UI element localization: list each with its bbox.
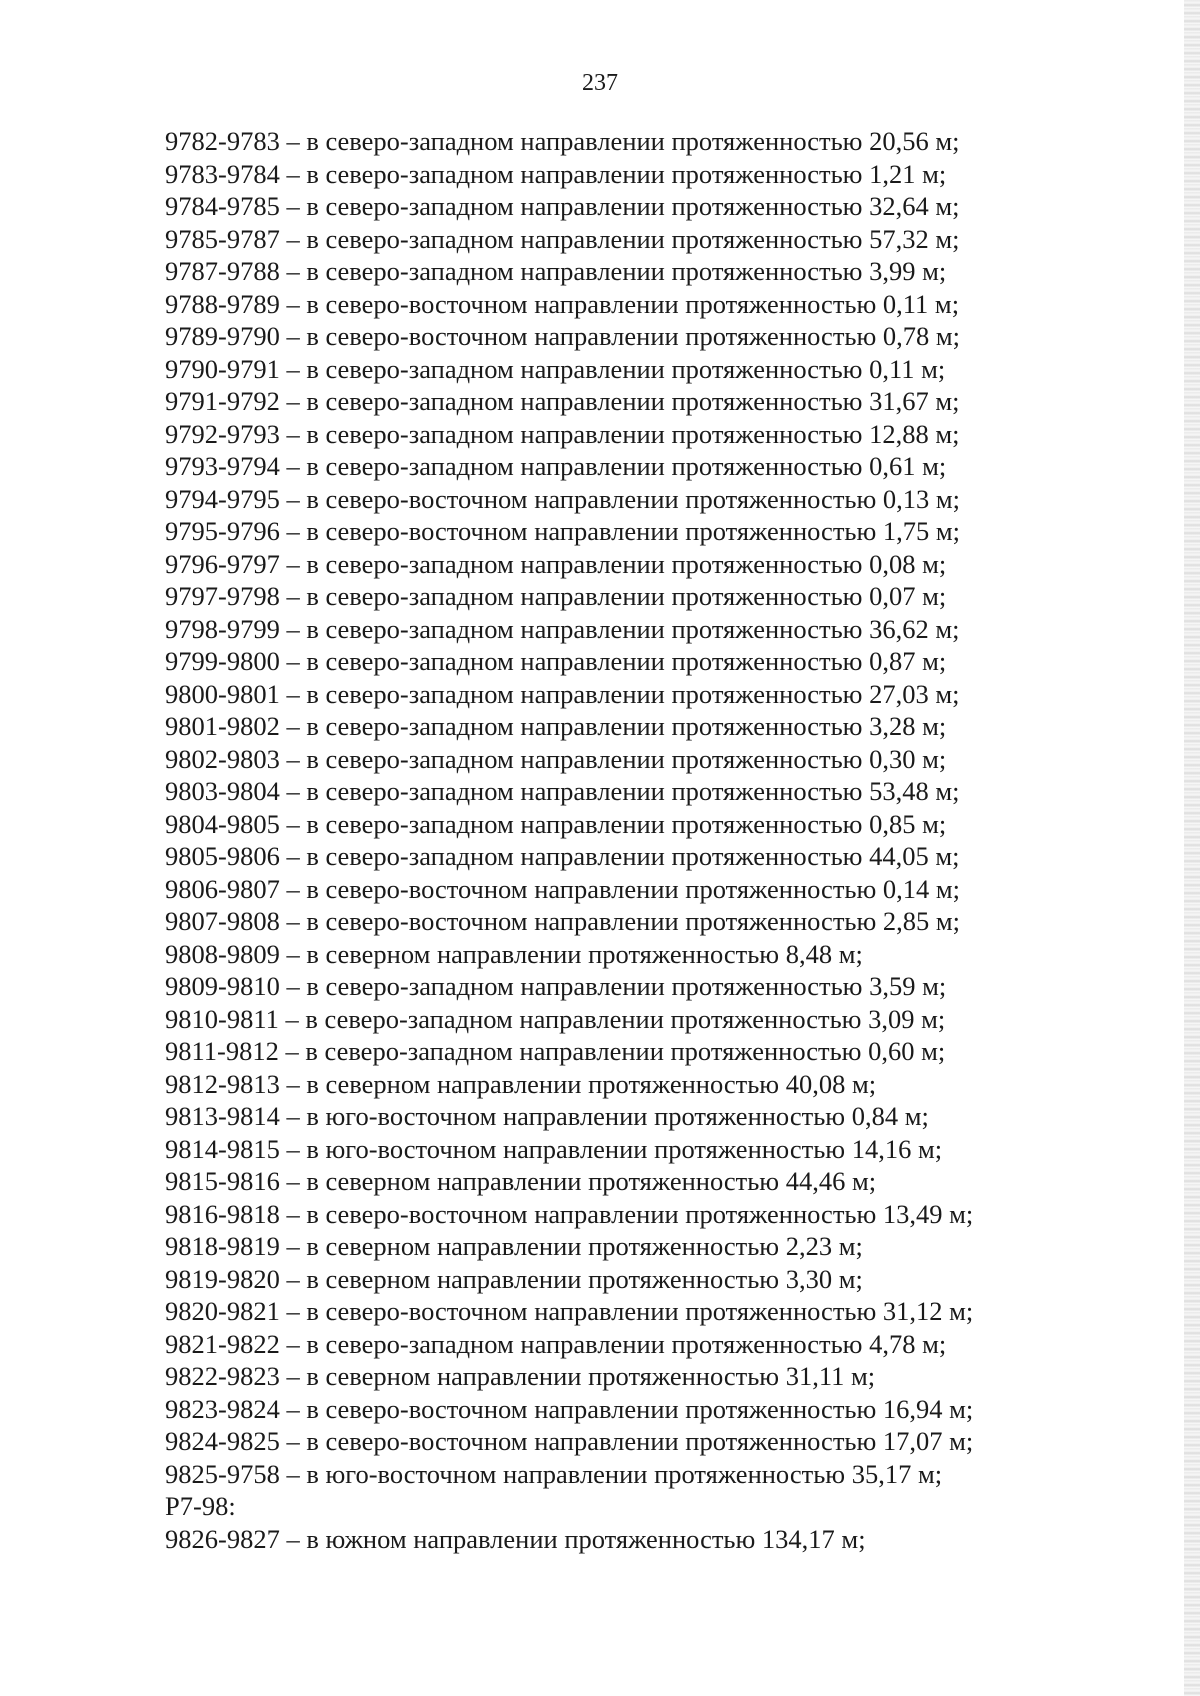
segment-line: 9826-9827 – в южном направлении протяженностью 134,17 м; bbox=[165, 1523, 866, 1554]
segment-line: 9790-9791 – в северо-западном направлении протяженностью 0,11 м; bbox=[165, 353, 946, 384]
segment-line: 9800-9801 – в северо-западном направлении протяженностью 27,03 м; bbox=[165, 678, 960, 709]
segment-line: 9796-9797 – в северо-западном направлении протяженностью 0,08 м; bbox=[165, 548, 947, 579]
segment-line: 9824-9825 – в северо-восточном направлении протяженностью 17,07 м; bbox=[165, 1426, 974, 1456]
segment-line: 9821-9822 – в северо-западном направлении протяженностью 4,78 м; bbox=[165, 1328, 947, 1359]
segment-line: 9788-9789 – в северо-восточном направлении протяженностью 0,11 м; bbox=[165, 288, 960, 319]
segment-line: 9787-9788 – в северо-западном направлении протяженностью 3,99 м; bbox=[165, 256, 947, 286]
segment-line: 9785-9787 – в северо-западном направлении протяженностью 57,32 м; bbox=[165, 223, 960, 254]
segment-line: 9801-9802 – в северо-западном направлении протяженностью 3,28 м; bbox=[165, 711, 947, 741]
segment-line: 9806-9807 – в северо-восточном направлении протяженностью 0,14 м; bbox=[165, 873, 961, 904]
segment-line: 9782-9783 – в северо-западном направлении протяженностью 20,56 м; bbox=[165, 126, 960, 156]
segment-line: 9823-9824 – в северо-восточном направлении протяженностью 16,94 м; bbox=[165, 1393, 974, 1424]
segment-line: Р7-98: bbox=[165, 1491, 236, 1521]
segment-line: 9797-9798 – в северо-западном направлении протяженностью 0,07 м; bbox=[165, 581, 947, 611]
segment-line: 9789-9790 – в северо-восточном направлении протяженностью 0,78 м; bbox=[165, 321, 961, 351]
boundary-segment-list bbox=[165, 125, 1065, 1555]
segment-line: 9822-9823 – в северном направлении протяженностью 31,11 м; bbox=[165, 1361, 876, 1391]
segment-line: 9793-9794 – в северо-западном направлении протяженностью 0,61 м; bbox=[165, 451, 947, 481]
segment-line: 9803-9804 – в северо-западном направлении протяженностью 53,48 м; bbox=[165, 776, 960, 806]
segment-line: 9815-9816 – в северном направлении протяженностью 44,46 м; bbox=[165, 1166, 877, 1196]
segment-line: 9814-9815 – в юго-восточном направлении протяженностью 14,16 м; bbox=[165, 1133, 943, 1164]
segment-line: 9799-9800 – в северо-западном направлении протяженностью 0,87 м; bbox=[165, 646, 947, 676]
segment-line: 9813-9814 – в юго-восточном направлении протяженностью 0,84 м; bbox=[165, 1101, 929, 1131]
segment-line: 9807-9808 – в северо-восточном направлении протяженностью 2,85 м; bbox=[165, 906, 961, 936]
segment-line: 9816-9818 – в северо-восточном направлении протяженностью 13,49 м; bbox=[165, 1198, 974, 1229]
segment-line: 9825-9758 – в юго-восточном направлении протяженностью 35,17 м; bbox=[165, 1458, 943, 1489]
segment-line: 9805-9806 – в северо-западном направлении протяженностью 44,05 м; bbox=[165, 841, 960, 871]
segment-line: 9802-9803 – в северо-западном направлении протяженностью 0,30 м; bbox=[165, 743, 947, 774]
segment-line: 9818-9819 – в северном направлении протяженностью 2,23 м; bbox=[165, 1231, 863, 1261]
segment-line: 9798-9799 – в северо-западном направлении протяженностью 36,62 м; bbox=[165, 613, 960, 644]
page-number: 237 bbox=[582, 70, 618, 96]
segment-line: 9811-9812 – в северо-западном направлении протяженностью 0,60 м; bbox=[165, 1036, 946, 1066]
segment-line: 9809-9810 – в северо-западном направлении протяженностью 3,59 м; bbox=[165, 971, 947, 1001]
segment-line: 9810-9811 – в северо-западном направлении протяженностью 3,09 м; bbox=[165, 1003, 946, 1034]
scan-edge-shadow bbox=[1184, 0, 1200, 1696]
segment-line: 9784-9785 – в северо-западном направлении протяженностью 32,64 м; bbox=[165, 191, 960, 221]
segment-line: 9819-9820 – в северном направлении протяженностью 3,30 м; bbox=[165, 1263, 863, 1294]
segment-line: 9820-9821 – в северо-восточном направлении протяженностью 31,12 м; bbox=[165, 1296, 974, 1326]
segment-line: 9812-9813 – в северном направлении протяженностью 40,08 м; bbox=[165, 1068, 877, 1099]
segment-line: 9808-9809 – в северном направлении протяженностью 8,48 м; bbox=[165, 938, 863, 969]
segment-line: 9795-9796 – в северо-восточном направлении протяженностью 1,75 м; bbox=[165, 516, 961, 546]
segment-line: 9794-9795 – в северо-восточном направлении протяженностью 0,13 м; bbox=[165, 483, 961, 514]
segment-line: 9783-9784 – в северо-западном направлении протяженностью 1,21 м; bbox=[165, 158, 947, 189]
segment-line: 9791-9792 – в северо-западном направлении протяженностью 31,67 м; bbox=[165, 386, 960, 416]
segment-line: 9792-9793 – в северо-западном направлении протяженностью 12,88 м; bbox=[165, 418, 960, 449]
segment-line: 9804-9805 – в северо-западном направлении протяженностью 0,85 м; bbox=[165, 808, 947, 839]
